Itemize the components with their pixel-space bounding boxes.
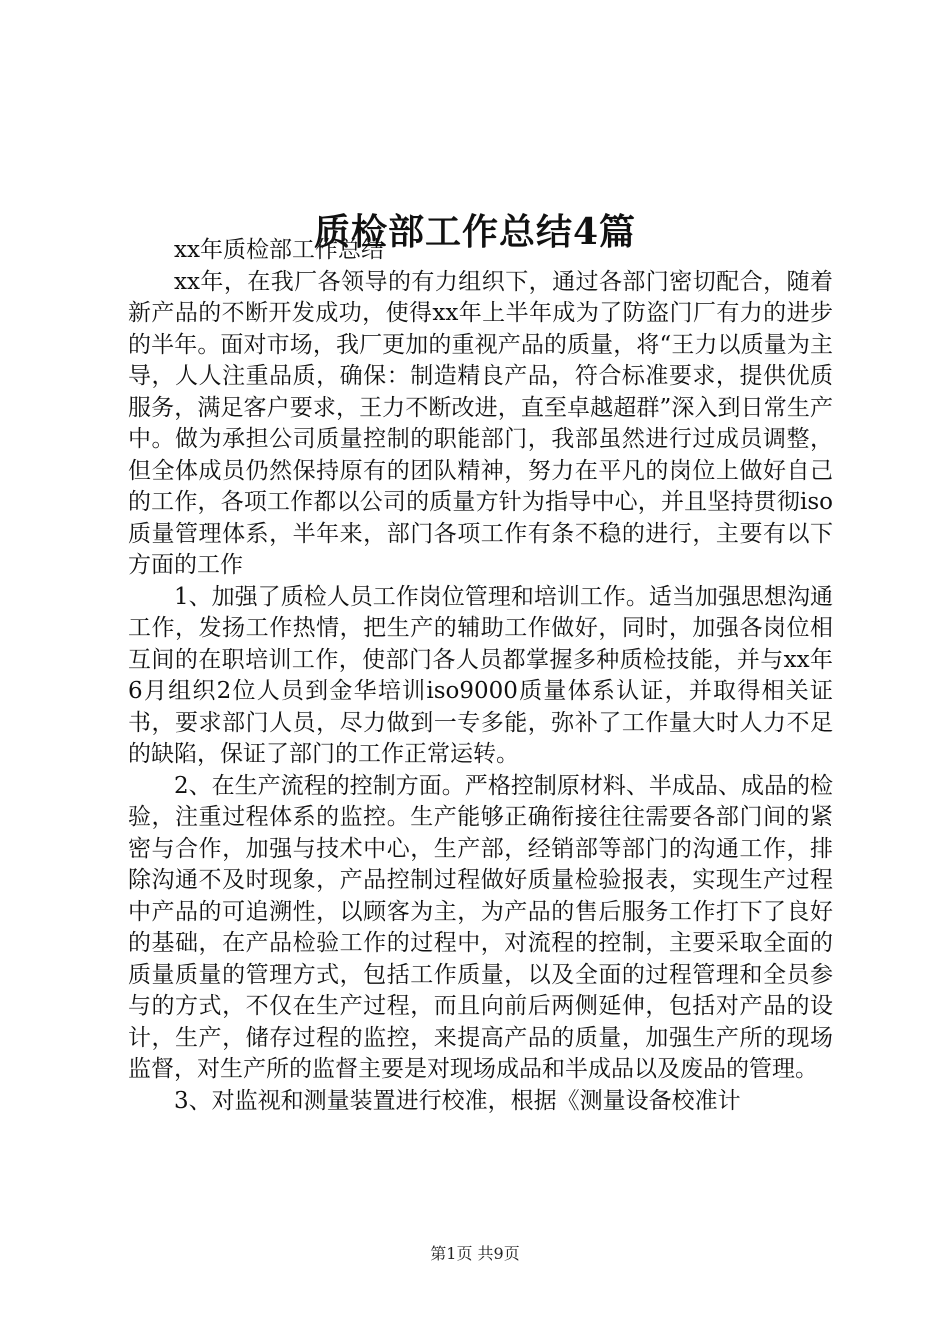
paragraph-item-1: 1、加强了质检人员工作岗位管理和培训工作。适当加强思想沟通工作，发扬工作热情，把生产的辅助工作做好，同时，加强各岗位相互间的在职培训工作，使部门各人员都掌握多种质检技能，并与xx年6月组织2位人员到金华培训iso9000质量体系认证，并取得相关证书，要求部门人员，尽力做到一专多能，弥补了工作量大时人力不足的缺陷，保证了部门的工作正常运转。 xyxy=(128,583,833,767)
document-title: 质检部工作总结4篇 xyxy=(313,211,637,254)
document-body xyxy=(128,235,833,1117)
paragraph-item-2: 2、在生产流程的控制方面。严格控制原材料、半成品、成品的检验，注重过程体系的监控。生产能够正确衔接往往需要各部门间的紧密与合作，加强与技术中心，生产部，经销部等部门的沟通工作，排除沟通不及时现象，产品控制过程做好质量检验报表，实现生产过程中产品的可追溯性，以顾客为主，为产品的售后服务工作打下了良好的基础，在产品检验工作的过程中，对流程的控制，主要采取全面的质量质量的管理方式，包括工作质量，以及全面的过程管理和全员参与的方式，不仅在生产过程，而且向前后两侧延伸，包括对产品的设计，生产，储存过程的监控，来提高产品的质量，加强生产所的现场监督，对生产所的监督主要是对现场成品和半成品以及废品的管理。 xyxy=(128,772,833,1082)
paragraph-intro: xx年，在我厂各领导的有力组织下，通过各部门密切配合，随着新产品的不断开发成功，使得xx年上半年成为了防盗门厂有力的进步的半年。面对市场，我厂更加的重视产品的质量，将“王力以质量为主导，人人注重品质，确保：制造精良产品，符合标准要求，提供优质服务，满足客户要求，王力不断改进，直至卓越超群”深入到日常生产中。做为承担公司质量控制的职能部门，我部虽然进行过成员调整，但全体成员仍然保持原有的团队精神，努力在平凡的岗位上做好自己的工作，各项工作都以公司的质量方针为指导中心，并且坚持贯彻iso质量管理体系，半年来，部门各项工作有条不稳的进行，主要有以下方面的工作 xyxy=(128,268,833,578)
paragraph-item-3: 3、对监视和测量装置进行校准，根据《测量设备校准计 xyxy=(174,1087,741,1114)
page-number-footer: 第1页 共9页 xyxy=(430,1244,520,1263)
paragraph-heading: xx年质检部工作总结 xyxy=(174,237,384,263)
